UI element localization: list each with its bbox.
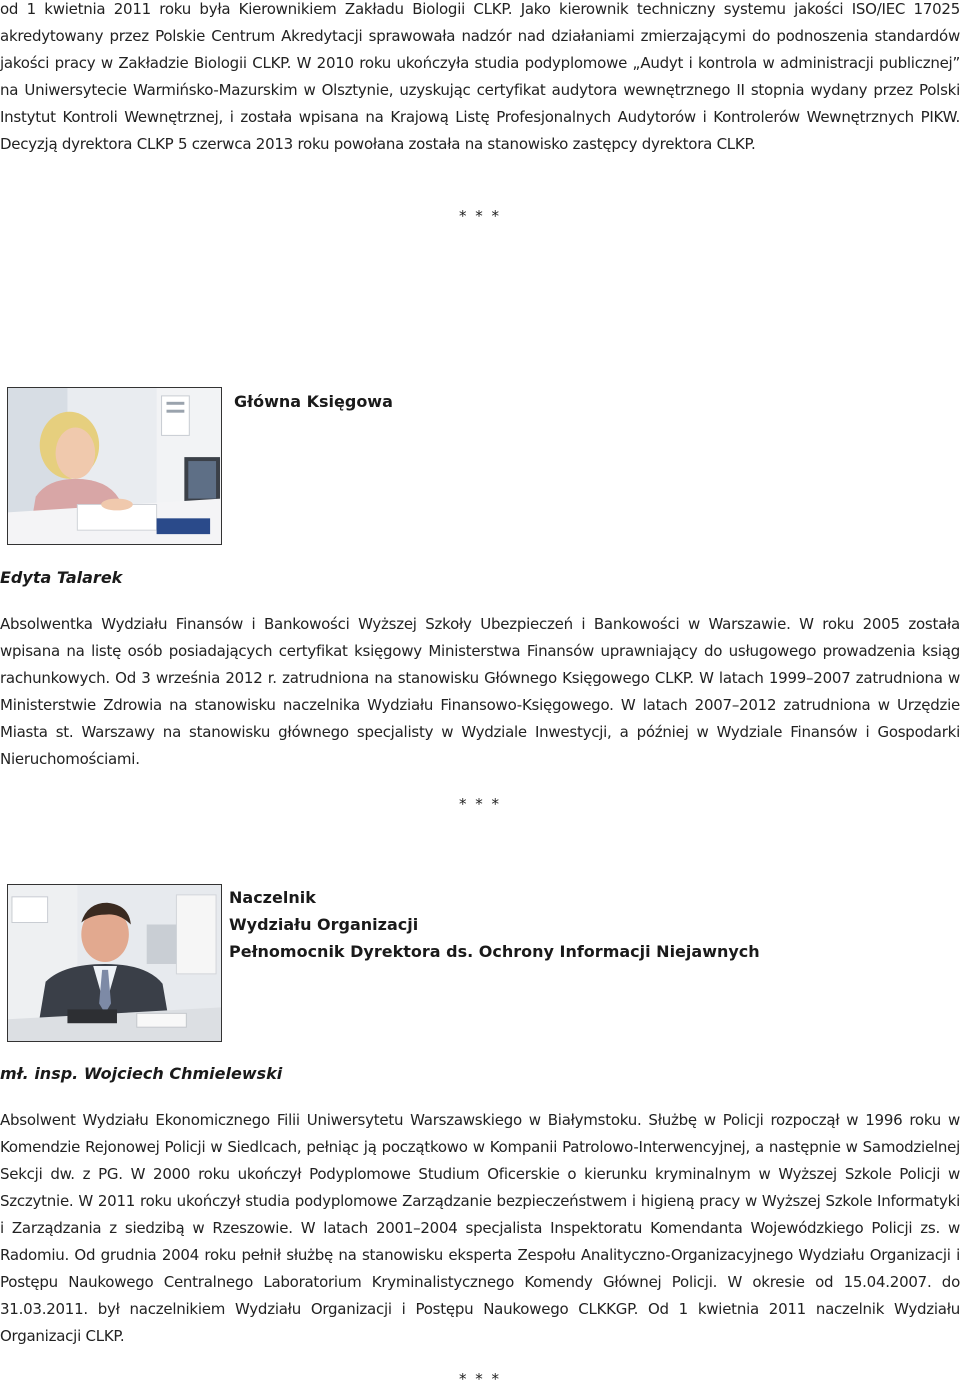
- portrait-photo-head-of-organization: [7, 884, 222, 1042]
- bio-paragraph-wojciech-chmielewski: Absolwent Wydziału Ekonomicznego Filii Uniwersytetu Warszawskiego w Białymstoku. Służbę w Policji rozpoczął w 1996 roku w Komendzie Rejonowej Policji w Siedlcach, pełniąc ją początkowo w Kompanii Patrolowo-Interwencyjnej, a następnie w Samodzielnej Sekcji dw. z PG. W 2000 roku ukończył Podyplomowe Studium Oficerskie o kierunku kryminalnym w Wyższej Szkole Policji w Szczytnie. W 2011 roku ukończył studia podyplomowe Zarządzanie bezpieczeństwem i higieną pracy w Wyższej Szkole Informatyki i Zarządzania z siedzibą w Rzeszowie. W latach 2001–2004 specjalista Inspektoratu Komendanta Wojewódzkiego Policji zs. w Radomiu. Od grudnia 2004 roku pełnił służbę na stanowisku eksperta Zespołu Analityczno-Organizacyjnego Wydziału Organizacji i Postępu Naukowego Centralnego Laboratorium Kryminalistycznego Komendy Głównej Policji. W okresie od 15.04.2007. do 31.03.2011. był naczelnikiem Wydziału Organizacji i Postępu Naukowego CLKKGP. Od 1 kwietnia 2011 naczelnik Wydziału Organizacji CLKP.: [0, 1111, 960, 1345]
- section-separator: * * *: [458, 207, 502, 225]
- bio-paragraph-edyta-talarek: Absolwentka Wydziału Finansów i Bankowości Wyższej Szkoły Ubezpieczeń i Bankowości w Warszawie. W roku 2005 została wpisana na listę osób posiadających certyfikat księgowy Ministerstwa Finansów uprawniający do usługowego prowadzenia ksiąg rachunkowych. Od 3 września 2012 r. zatrudniona na stanowisku Głównego Księgowego CLKP. W latach 1999–2007 zatrudniona w Ministerstwie Zdrowia na stanowisku naczelnika Wydziału Finansowo-Księgowego. W latach 2007–2012 zatrudniona w Urzędzie Miasta st. Warszawy na stanowisku głównego specjalisty w Wydziale Inwestycji, a później w Wydziale Finansów i Gospodarki Nieruchomościami.: [0, 615, 960, 768]
- job-title-chief-accountant: Główna Księgowa: [234, 392, 393, 411]
- portrait-photo-chief-accountant: [7, 387, 222, 545]
- job-title-head-line3: Pełnomocnik Dyrektora ds. Ochrony Informacji Niejawnych: [229, 942, 760, 961]
- job-title-head-line2: Wydziału Organizacji: [229, 915, 419, 934]
- person-name-wojciech-chmielewski: mł. insp. Wojciech Chmielewski: [0, 1064, 283, 1083]
- job-title-head-line1: Naczelnik: [229, 888, 316, 907]
- person-name-edyta-talarek: Edyta Talarek: [0, 568, 123, 587]
- section-separator: * * *: [458, 1370, 502, 1388]
- section-separator: * * *: [458, 795, 502, 813]
- previous-bio-paragraph: od 1 kwietnia 2011 roku była Kierownikiem Zakładu Biologii CLKP. Jako kierownik techniczny systemu jakości ISO/IEC 17025 akredytowany przez Polskie Centrum Akredytacji sprawowała nadzór nad działaniami zmierzającymi do podnoszenia standardów jakości pracy w Zakładzie Biologii CLKP. W 2010 roku ukończyła studia podyplomowe „Audyt i kontrola w administracji publicznej” na Uniwersytecie Warmińsko-Mazurskim w Olsztynie, uzyskując certyfikat audytora wewnętrznego II stopnia wydany przez Polski Instytut Kontroli Wewnętrznej, i została wpisana na Krajową Listę Profesjonalnych Audytorów i Kontrolerów Wewnętrznych PIKW. Decyzją dyrektora CLKP 5 czerwca 2013 roku powołana została na stanowisko zastępcy dyrektora CLKP.: [0, 0, 960, 153]
